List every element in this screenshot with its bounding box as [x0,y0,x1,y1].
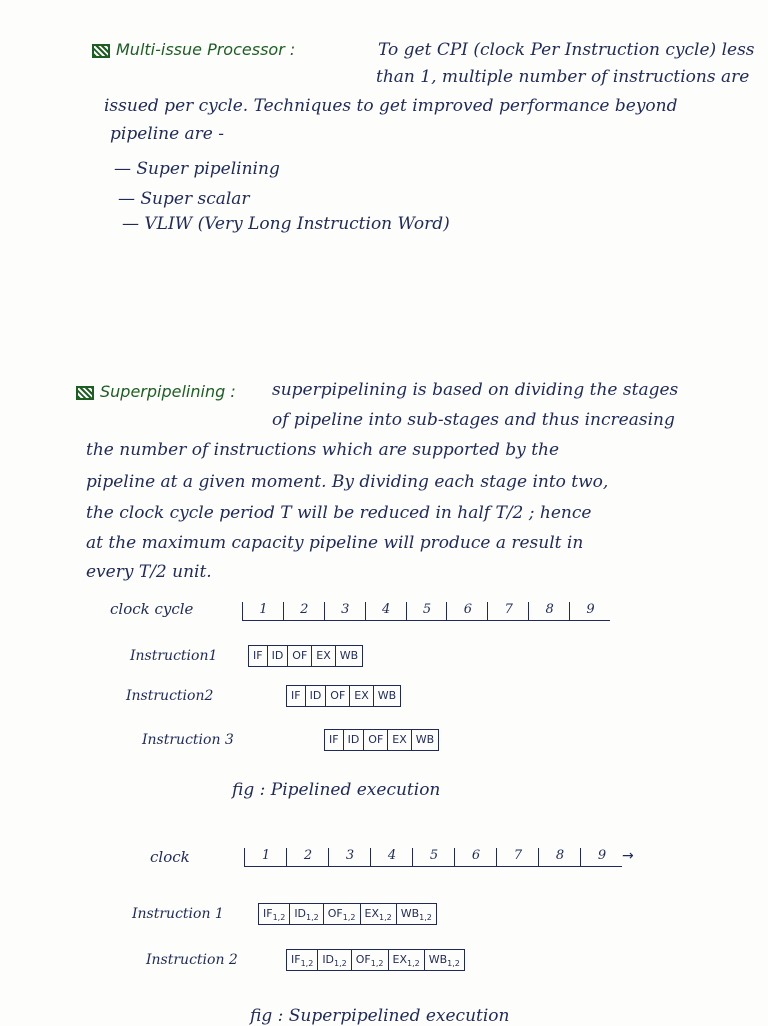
stage-cell: ID [343,729,365,751]
fig2-clock-label: clock [150,848,190,866]
stage-cell: $ID_{1,2}$ [289,903,323,925]
fig1-clock-timeline [242,602,610,621]
stage-cell: EX [349,685,374,707]
stage-cell: ID [305,685,327,707]
fig2-clock-cell: 1 [244,848,287,866]
fig1-caption: fig : Pipelined execution [232,780,441,800]
fig2-clock-cell: 7 [496,848,539,866]
fig1-clock-cell: 6 [446,602,488,620]
section1-heading: Multi-issue Processor : [92,40,295,59]
fig1-clock-cell: 3 [324,602,366,620]
stage-cell: WB [335,645,363,667]
fig1-clock-cell: 7 [487,602,529,620]
section2-line7: every T/2 unit. [86,562,212,582]
fig1-clock-cell: 8 [528,602,570,620]
stage-cell: $OF_{1,2}$ [323,903,361,925]
fig1-row-label-1: Instruction1 [130,648,218,664]
section1-line2: than 1, multiple number of instructions are [376,67,750,87]
stage-cell: WB [373,685,401,707]
fig1-row-3-stages [324,728,438,751]
fig2-caption-partial: fig : Superpipelined execution [250,1006,510,1026]
fig1-clock-cell: 4 [365,602,407,620]
stage-cell: EX [311,645,336,667]
stage-cell: $EX_{1,2}$ [388,949,425,971]
stage-cell: $WB_{1,2}$ [396,903,437,925]
fig2-clock-cell: 8 [538,848,581,866]
stage-cell: $ID_{1,2}$ [317,949,351,971]
fig2-clock-cell: 6 [454,848,497,866]
stage-cell: OF [287,645,312,667]
section2-line6: at the maximum capacity pipeline will produce a result in [86,533,584,553]
stage-cell: $IF_{1,2}$ [286,949,318,971]
stage-cell: $EX_{1,2}$ [360,903,397,925]
fig2-clock-cell: 5 [412,848,455,866]
fig1-clock-cell: 2 [283,602,325,620]
fig1-row-label-2: Instruction2 [126,688,214,704]
list-item-vliw: — VLIW (Very Long Instruction Word) [122,214,450,234]
fig2-clock-timeline [244,848,622,867]
fig2-clock-cell: 4 [370,848,413,866]
stage-cell: IF [248,645,268,667]
arrow-right-icon: → [622,848,634,864]
stage-cell: EX [387,729,412,751]
fig1-row-label-3: Instruction 3 [142,732,234,748]
fig1-clock-cell: 5 [406,602,448,620]
stage-cell: OF [325,685,350,707]
checkbox-icon [92,44,110,58]
section2-line5: the clock cycle period T will be reduced in half T/2 ; hence [86,503,592,523]
section2-heading: Superpipelining : [76,382,236,401]
list-item-superscalar: — Super scalar [118,189,250,209]
fig1-row-2-stages [286,684,400,707]
fig2-clock-cell: 2 [286,848,329,866]
stage-cell: OF [363,729,388,751]
section2-line3: the number of instructions which are supported by the [86,440,560,460]
stage-cell: $IF_{1,2}$ [258,903,290,925]
fig2-clock-cell: 9 [580,848,623,866]
fig2-row-label-1: Instruction 1 [132,906,224,922]
section1-line4: pipeline are - [110,124,225,144]
stage-cell: $OF_{1,2}$ [351,949,389,971]
list-item-superpipelining: — Super pipelining [114,159,280,179]
stage-cell: WB [411,729,439,751]
fig2-clock-cell: 3 [328,848,371,866]
fig2-row-2-stages [286,948,464,971]
fig1-clock-label: clock cycle [110,600,194,618]
fig2-row-label-2: Instruction 2 [146,952,238,968]
stage-cell: IF [324,729,344,751]
fig1-clock-cell: 9 [569,602,611,620]
section2-line1: superpipelining is based on dividing the stages [272,380,679,400]
section1-line1: To get CPI (clock Per Instruction cycle) less [378,40,755,60]
fig1-row-1-stages [248,644,362,667]
stage-cell: $WB_{1,2}$ [424,949,465,971]
checkbox-icon [76,386,94,400]
section2-line2: of pipeline into sub-stages and thus increasing [272,410,675,430]
fig2-row-1-stages [258,902,436,925]
stage-cell: IF [286,685,306,707]
section1-line3: issued per cycle. Techniques to get improved performance beyond [104,96,678,116]
fig1-clock-cell: 1 [242,602,284,620]
section2-line4: pipeline at a given moment. By dividing each stage into two, [86,472,609,492]
stage-cell: ID [267,645,289,667]
